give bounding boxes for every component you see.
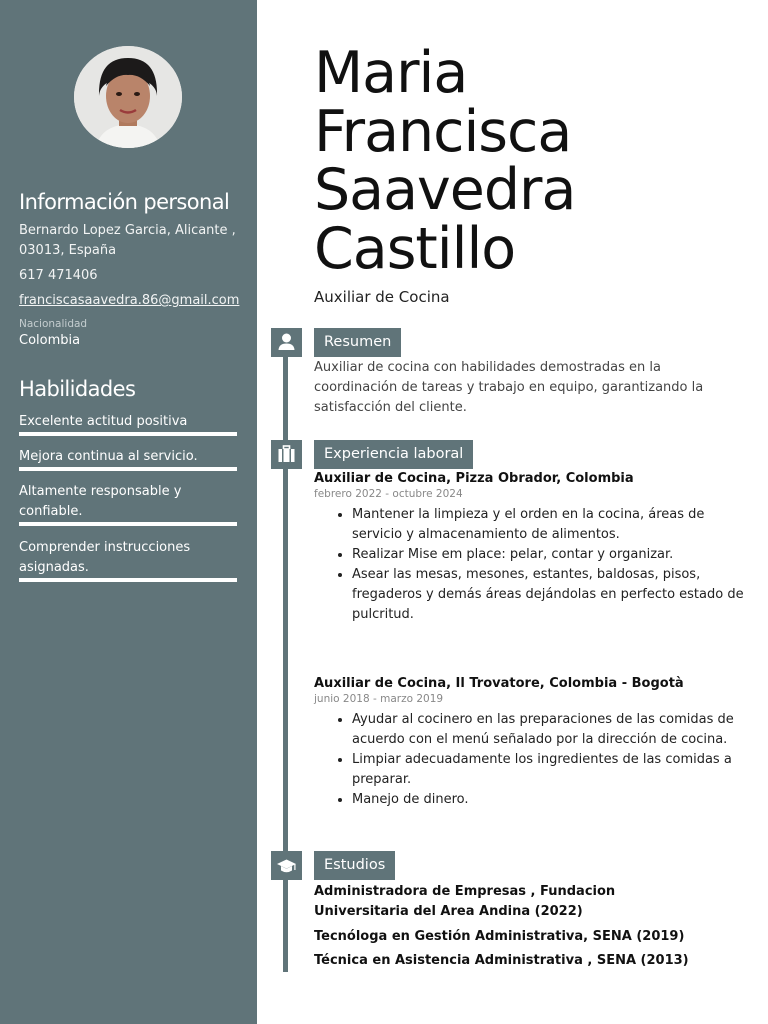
job-entry-dates: junio 2018 - marzo 2019 bbox=[314, 693, 444, 705]
skill-item: Comprender instrucciones asignadas. bbox=[19, 540, 191, 575]
full-name bbox=[314, 40, 576, 282]
job-duties-list bbox=[314, 710, 752, 810]
skill-bar bbox=[19, 578, 237, 582]
job-title: Auxiliar de Cocina bbox=[314, 288, 450, 306]
sidebar bbox=[0, 0, 257, 1024]
summary-title: Resumen bbox=[314, 328, 401, 357]
nationality-label: Nacionalidad bbox=[19, 318, 88, 330]
name-line: Castillo bbox=[314, 215, 516, 282]
job-duties-list bbox=[314, 505, 752, 625]
experience-title: Experiencia laboral bbox=[314, 440, 473, 469]
skill-bar bbox=[19, 467, 237, 471]
user-icon bbox=[271, 328, 302, 357]
phone: 617 471406 bbox=[19, 268, 98, 283]
skill-item: Excelente actitud positiva bbox=[19, 414, 188, 429]
address-line-2: 03013, España bbox=[19, 243, 117, 258]
graduation-cap-icon bbox=[271, 851, 302, 880]
duty-item: • Limpiar adecuadamente los ingredientes de las comidas a preparar. bbox=[352, 750, 752, 790]
duty-item: • Asear las mesas, mesones, estantes, baldosas, pisos, fregaderos y demás áreas dejándolas en perfecto estado de pulcritud. bbox=[352, 565, 752, 625]
address bbox=[19, 221, 239, 261]
skill-bar bbox=[19, 432, 237, 436]
education-item: Tecnóloga en Gestión Administrativa, SENA (2019) bbox=[314, 929, 685, 944]
skill-item: Mejora continua al servicio. bbox=[19, 449, 198, 464]
skill-item: Altamente responsable y confiable. bbox=[19, 484, 182, 519]
briefcase-icon bbox=[271, 440, 302, 469]
email-link[interactable]: franciscasaavedra.86@gmail.com bbox=[19, 293, 240, 308]
education-item: Administradora de Empresas , Fundacion Universitaria del Area Andina (2022) bbox=[314, 884, 616, 919]
name-line: Saavedra bbox=[314, 157, 576, 223]
education-title: Estudios bbox=[314, 851, 395, 880]
job-entry-title: Auxiliar de Cocina, Il Trovatore, Colombia - Bogotà bbox=[314, 676, 684, 691]
summary-text: Auxiliar de cocina con habilidades demostradas en la coordinación de tareas y trabajo en equipo, garantizando la satisfacción del cliente. bbox=[314, 360, 704, 415]
address-line-1: Bernardo Lopez Garcia, Alicante , bbox=[19, 223, 236, 238]
skills-heading: Habilidades bbox=[19, 377, 136, 401]
name-line: Maria bbox=[314, 40, 468, 106]
duty-item: • Ayudar al cocinero en las preparaciones de las comidas de acuerdo con el menú señalado por la dirección de cocina. bbox=[352, 710, 752, 750]
duty-item: • Mantener la limpieza y el orden en la cocina, áreas de servicio y almacenamiento de alimentos. bbox=[352, 505, 752, 545]
nationality-value: Colombia bbox=[19, 333, 81, 348]
name-line: Francisca bbox=[314, 98, 572, 165]
avatar bbox=[74, 46, 182, 148]
job-entry-title: Auxiliar de Cocina, Pizza Obrador, Colombia bbox=[314, 471, 634, 486]
skill-bar bbox=[19, 522, 237, 526]
job-entry-dates: febrero 2022 - octubre 2024 bbox=[314, 488, 463, 500]
duty-item: • Realizar Mise em place: pelar, contar y organizar. bbox=[352, 545, 752, 565]
personal-info-heading: Información personal bbox=[19, 190, 230, 214]
duty-item: • Manejo de dinero. bbox=[352, 790, 752, 810]
education-item: Técnica en Asistencia Administrativa , SENA (2013) bbox=[314, 953, 689, 968]
